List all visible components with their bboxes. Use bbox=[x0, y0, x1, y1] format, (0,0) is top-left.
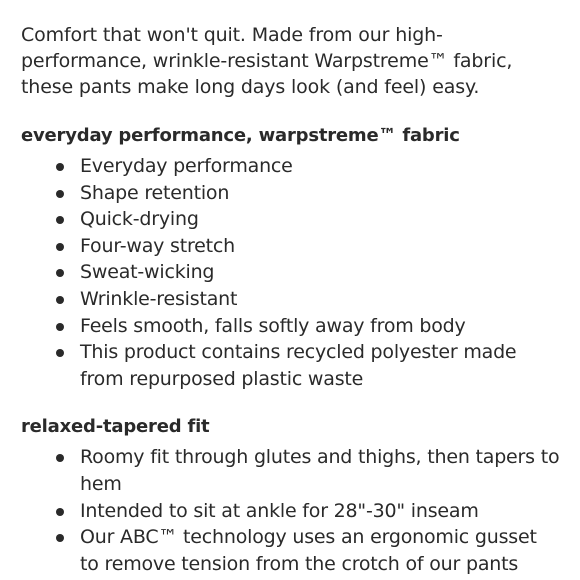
list-item: Everyday performance bbox=[80, 153, 560, 180]
fit-section bbox=[21, 414, 560, 577]
list-item: Shape retention bbox=[80, 180, 560, 207]
list-item: Feels smooth, falls softly away from body bbox=[80, 313, 560, 340]
fabric-section bbox=[21, 123, 560, 392]
list-item: Our ABC™ technology uses an ergonomic gusset to remove tension from the crotch of our pants bbox=[80, 524, 560, 577]
list-item: This product contains recycled polyester made from repurposed plastic waste bbox=[80, 339, 560, 392]
list-item: Sweat-wicking bbox=[80, 259, 560, 286]
product-description: Comfort that won't quit. Made from our high-performance, wrinkle-resistant Warpstreme™ fabric, these pants make long days look (and feel) easy. bbox=[21, 24, 513, 98]
fabric-feature-list bbox=[21, 153, 560, 392]
list-item: Four-way stretch bbox=[80, 233, 560, 260]
fabric-section-heading: everyday performance, warpstreme™ fabric bbox=[21, 125, 460, 146]
fit-feature-list bbox=[21, 444, 560, 577]
fit-section-heading: relaxed-tapered fit bbox=[21, 416, 210, 438]
list-item: Quick-drying bbox=[80, 206, 560, 233]
list-item: Roomy fit through glutes and thighs, then tapers to hem bbox=[80, 444, 560, 497]
list-item: Wrinkle-resistant bbox=[80, 286, 560, 313]
list-item: Intended to sit at ankle for 28"-30" inseam bbox=[80, 498, 560, 525]
